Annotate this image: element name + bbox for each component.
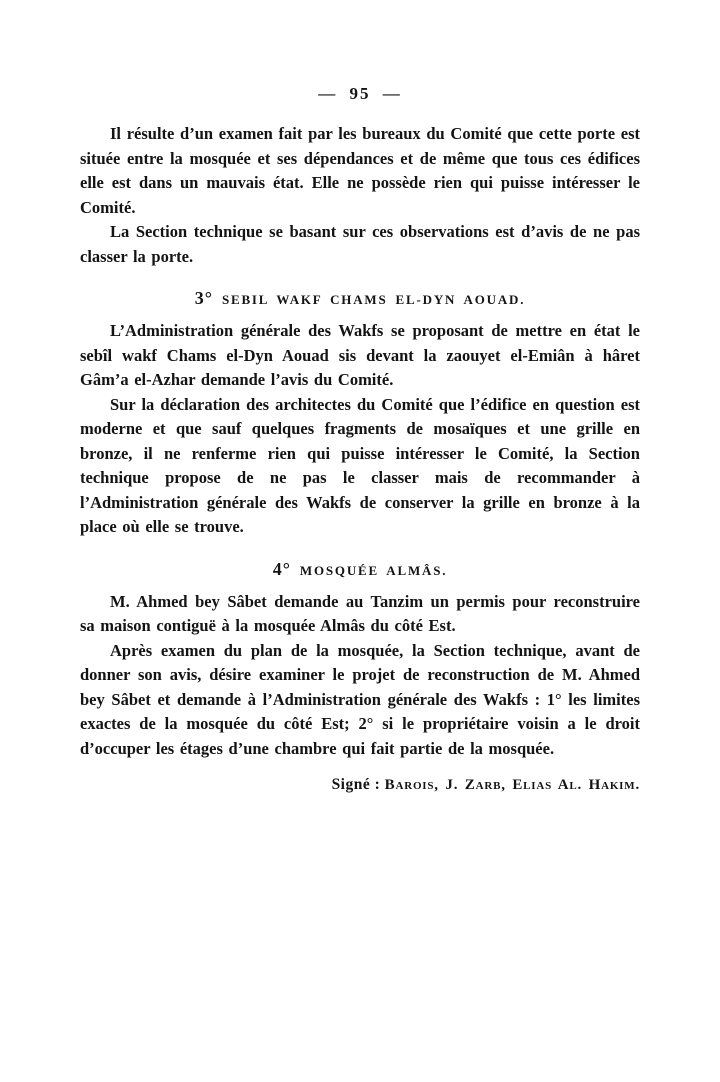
section-title: MOSQUÉE ALMÂS.: [299, 562, 448, 578]
text-block: [80, 0, 640, 794]
section-heading-mosquee-almas: [80, 559, 640, 580]
paragraph-porte-examen: Il résulte d’un examen fait par les bureaux du Comité que cette porte est située entre la mosquée et ses dépendances et de même que tous ces édifices elle est dans un mauvais état. Elle ne possède rien qui puisse intéresser le Comité.: [80, 124, 640, 217]
page-number: — 95 —: [318, 84, 402, 103]
paragraph-sebil-demande: L’Administration générale des Wakfs se proposant de mettre en état le sebîl wakf Chams el-Dyn Aouad sis devant la zaouyet el-Emiân à hâret Gâm’a el-Azhar demande l’avis du Comité.: [80, 321, 640, 389]
signature-names: Barois, J. Zarb, Elias Al. Hakim.: [384, 777, 640, 793]
signature-line: [80, 776, 640, 794]
section-ordinal: 4°: [272, 558, 291, 579]
paragraph-porte-avis: La Section technique se basant sur ces observations est d’avis de ne pas classer la porte.: [80, 222, 640, 266]
paragraph-almas-permis: M. Ahmed bey Sâbet demande au Tanzim un permis pour reconstruire sa maison contiguë à la mosquée Almâs du côté Est.: [80, 591, 640, 635]
section-ordinal: 3°: [194, 288, 213, 308]
section-heading-sebil: [80, 288, 640, 309]
paragraph-sebil-declaration: Sur la déclaration des architectes du Comité que l’édifice en question est moderne et que sauf quelques fragments de mosaïques et une grille en bronze, il ne renferme rien qui puisse intéresser le Comité, la Section technique propose de ne pas le classer mais de recommander à l’Administration générale des Wakfs de conserver la grille en bronze à la place où elle se trouve.: [80, 394, 640, 536]
section-title: SEBIL WAKF CHAMS EL-DYN AOUAD.: [221, 292, 526, 307]
paragraph-almas-examen: Après examen du plan de la mosquée, la Section technique, avant de donner son avis, désire examiner le projet de reconstruction de M. Ahmed bey Sâbet et demande à l’Administration générale des Wakfs : 1° les limites exactes de la mosquée du côté Est; 2° si le propriétaire voisin a le droit d’occuper les étages d’une chambre qui fait partie de la mosquée.: [80, 640, 640, 758]
signature-prefix: Signé :: [331, 776, 385, 793]
